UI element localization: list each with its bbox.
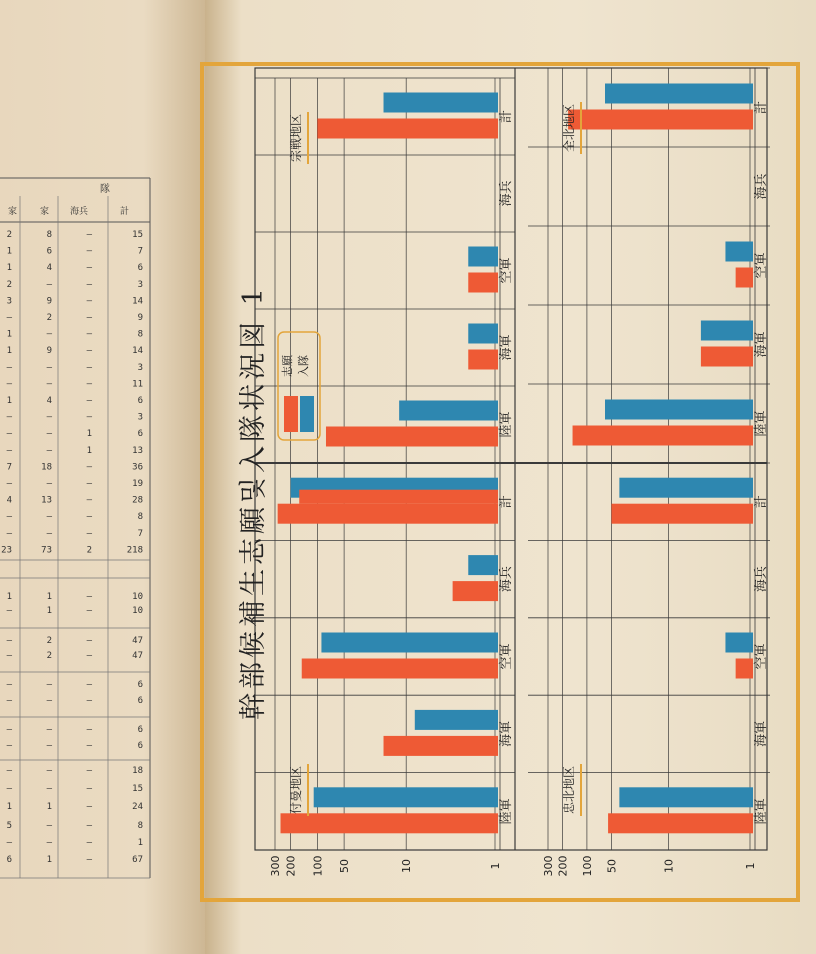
table-cell: — [86,766,92,776]
table-cell: — [86,512,92,523]
table-cell: — [86,651,92,661]
table-cell: 36 [132,462,143,473]
table-cell: — [86,838,92,848]
table-cell: — [86,802,92,812]
table-cell: — [6,725,12,735]
category-label: 陸軍 [754,410,769,437]
table-cell: — [86,855,92,865]
bar-enlisted [415,710,498,730]
table-cell: 1 [6,802,12,812]
axis-tick-label: 10 [400,859,414,873]
table-cell: 18 [41,462,52,473]
bar-enlisted [468,324,498,344]
table-cell: 7 [137,528,143,539]
table-cell: 1 [6,246,12,257]
bar-applicants [468,273,498,293]
table-cell: 14 [132,296,143,307]
table-cell: 23 [1,545,12,556]
axis-tick-label: 200 [556,855,570,877]
table-cell: — [46,329,52,340]
bar-applicants [468,350,498,370]
category-label: 海軍 [499,720,514,747]
table-cell: — [6,445,12,456]
table-cell: — [6,479,12,489]
bar-applicants [302,659,498,679]
table-cell: — [86,741,92,751]
category-label: 海兵 [499,566,514,593]
bar-applicants [317,119,498,139]
table-cell: — [6,680,12,690]
table-cell: — [46,429,52,440]
table-cell: 6 [137,680,143,690]
region-label: 全北地区 [562,103,576,153]
bar-applicants [326,427,498,447]
category-label: 陸軍 [499,411,514,438]
table-cell: 4 [6,495,12,506]
table-cell: — [86,379,92,390]
table-cell: 19 [132,479,143,489]
table-cell: 9 [137,313,143,323]
table-cell: — [46,445,52,456]
bar-enlisted [399,401,498,421]
axis-tick-label: 200 [284,855,298,877]
bar-applicants [281,813,498,833]
axis-tick-label: 300 [269,855,282,877]
table-cell: 10 [132,606,143,616]
table-cell: — [46,696,52,706]
table-cell: — [6,379,12,390]
axis-tick-label: 300 [542,855,555,877]
table-header: 計 [120,207,130,217]
category-label: 計 [499,109,514,124]
table-cell: — [46,766,52,776]
legend-label: 志願 [281,355,294,377]
table-cell: — [46,479,52,489]
table-cell: 8 [46,230,52,240]
table-cell: 11 [132,379,143,390]
region-label: 宗戦地区 [289,113,303,163]
table-cell: 73 [41,545,52,556]
table-cell: — [6,429,12,440]
chart-title: 幹部候補生志願및入隊状況図 1 [238,284,269,720]
table-cell: 28 [132,495,143,506]
table-cell: 5 [6,821,12,831]
table-cell: — [86,636,92,646]
table-cell: 67 [132,855,143,865]
category-label: 海軍 [754,720,769,747]
table-cell: 6 [6,855,12,865]
table-cell: — [86,495,92,506]
table-cell: 9 [46,296,52,307]
bar-enlisted [725,242,753,262]
table-cell: 3 [137,279,143,290]
table-cell: 7 [137,246,143,257]
table-cell: — [86,296,92,307]
table-cell: — [86,606,92,616]
bar-applicants [736,268,753,288]
table-cell: — [86,680,92,690]
table-cell: 8 [137,512,143,523]
category-label: 海兵 [754,566,769,593]
axis-tick-label: 100 [580,855,594,877]
table-cell: — [46,528,52,539]
table-cell: 6 [137,725,143,735]
category-label: 海軍 [754,331,769,358]
table-cell: 1 [6,396,12,406]
bar-enlisted [619,478,753,498]
table-cell: — [46,379,52,390]
bar-applicants [611,504,753,524]
table-header-top: 隊 [100,184,110,195]
table-cell: 2 [46,651,52,661]
table-cell: 15 [132,784,143,794]
table-cell: 1 [137,838,143,848]
table-cell: — [46,725,52,735]
table-cell: — [6,512,12,523]
table-cell: — [86,725,92,735]
bar-applicants [608,813,753,833]
table-cell: — [6,766,12,776]
table-cell: 3 [137,362,143,373]
bar-enlisted [468,247,498,267]
bar-applicants [384,736,498,756]
table-cell: 2 [86,545,92,556]
table-cell: — [86,592,92,602]
table-cell: 2 [46,313,52,323]
table-cell: — [6,636,12,646]
table-cell: — [6,528,12,539]
category-label: 海兵 [499,180,514,207]
table-cell: — [6,651,12,661]
bar-enlisted [619,787,753,807]
table-cell: 10 [132,592,143,602]
table-cell: — [46,362,52,373]
bar-enlisted [468,555,498,575]
table-cell: — [6,838,12,848]
table-header: 家 [40,207,50,217]
table-cell: 6 [137,396,143,406]
bar-enlisted [314,787,498,807]
table-cell: 7 [6,462,12,473]
table-cell: 1 [6,592,12,602]
table-cell: 2 [6,230,12,240]
category-label: 海軍 [499,334,514,361]
category-label: 計 [754,495,769,509]
table-cell: 13 [132,445,143,456]
table-cell: — [6,412,12,423]
legend-swatch-enlisted [300,396,314,432]
table-cell: 47 [132,636,143,646]
bar-applicants [736,659,753,679]
table-cell: — [46,838,52,848]
category-label: 陸軍 [754,798,769,825]
axis-tick-label: 100 [311,855,325,877]
table-cell: — [6,696,12,706]
table-cell: 15 [132,230,143,240]
table-cell: 8 [137,329,143,340]
category-label: 計 [754,100,769,115]
table-cell: — [86,246,92,257]
axis-tick-label: 50 [605,859,619,873]
bar-applicants [568,110,753,130]
region-label: 付曼地区 [289,765,303,815]
table-cell: — [86,329,92,340]
table-cell: — [86,279,92,290]
table-cell: — [46,680,52,690]
table-cell: — [46,741,52,751]
table-cell: — [46,784,52,794]
table-cell: — [86,263,92,274]
legend-label: 入隊 [297,355,310,377]
category-label: 空軍 [499,643,514,670]
table-cell: 13 [41,495,52,506]
table-cell: 4 [46,396,52,406]
table-cell: — [46,512,52,523]
table-cell: 18 [132,766,143,776]
table-cell: 1 [46,606,52,616]
table-cell: — [86,784,92,794]
table-cell: 1 [6,346,12,357]
bar-applicants [278,504,498,524]
axis-tick-label: 1 [489,862,502,870]
bar-enlisted [605,400,753,420]
table-cell: 2 [6,279,12,290]
table-cell: 24 [132,802,143,812]
bar-enlisted [701,321,753,341]
table-header: 家 [8,207,18,217]
table-cell: 6 [137,263,143,274]
table-cell: 218 [126,545,143,556]
table-cell: — [6,784,12,794]
table-cell: 6 [137,696,143,706]
table-cell: — [6,313,12,323]
category-label: 計 [499,495,514,509]
region-label: 忠北地区 [562,765,576,815]
bar-applicants [573,426,753,446]
table-cell: — [86,313,92,323]
table-cell: — [86,362,92,373]
axis-tick-label: 10 [662,859,676,873]
table-cell: — [86,821,92,831]
table-cell: — [86,462,92,473]
table-cell: — [46,821,52,831]
table-cell: — [86,396,92,406]
table-cell: 6 [137,741,143,751]
legend-swatch-applicants [284,396,298,432]
table-cell: — [86,528,92,539]
table-cell: — [86,230,92,240]
table-cell: — [86,346,92,357]
table-cell: — [6,606,12,616]
category-label: 空軍 [499,257,514,284]
bar-enlisted [321,633,498,653]
table-cell: 6 [137,429,143,440]
table-cell: 1 [86,445,92,456]
table-cell: 9 [46,346,52,357]
table-cell: — [6,741,12,751]
table-cell: — [6,362,12,373]
table-cell: 1 [6,329,12,340]
table-cell: — [46,412,52,423]
table-cell: 4 [46,263,52,274]
table-cell: 47 [132,651,143,661]
bar-enlisted [605,84,753,104]
table-cell: 1 [46,592,52,602]
category-label: 陸軍 [499,798,514,825]
table-cell: — [46,279,52,290]
axis-tick-label: 50 [338,859,352,873]
table-cell: 3 [6,296,12,307]
table-cell: 3 [137,412,143,423]
table-cell: 6 [46,246,52,257]
table-cell: 1 [86,429,92,440]
table-cell: 1 [6,263,12,274]
table-cell: 2 [46,636,52,646]
table-cell: — [86,479,92,489]
bar-enlisted [725,633,753,653]
bar-enlisted [384,93,498,113]
table-header: 海兵 [70,207,89,217]
table-cell: 1 [46,855,52,865]
bar-applicants-extra [299,490,498,504]
axis-tick-label: 1 [744,862,757,870]
table-cell: — [86,696,92,706]
table-cell: 8 [137,821,143,831]
table-cell: 14 [132,346,143,357]
table-cell: 1 [46,802,52,812]
bar-applicants [453,581,498,601]
bar-applicants [701,347,753,367]
category-label: 空軍 [754,252,769,279]
category-label: 空軍 [754,643,769,670]
table-cell: — [86,412,92,423]
category-label: 海兵 [754,173,769,200]
